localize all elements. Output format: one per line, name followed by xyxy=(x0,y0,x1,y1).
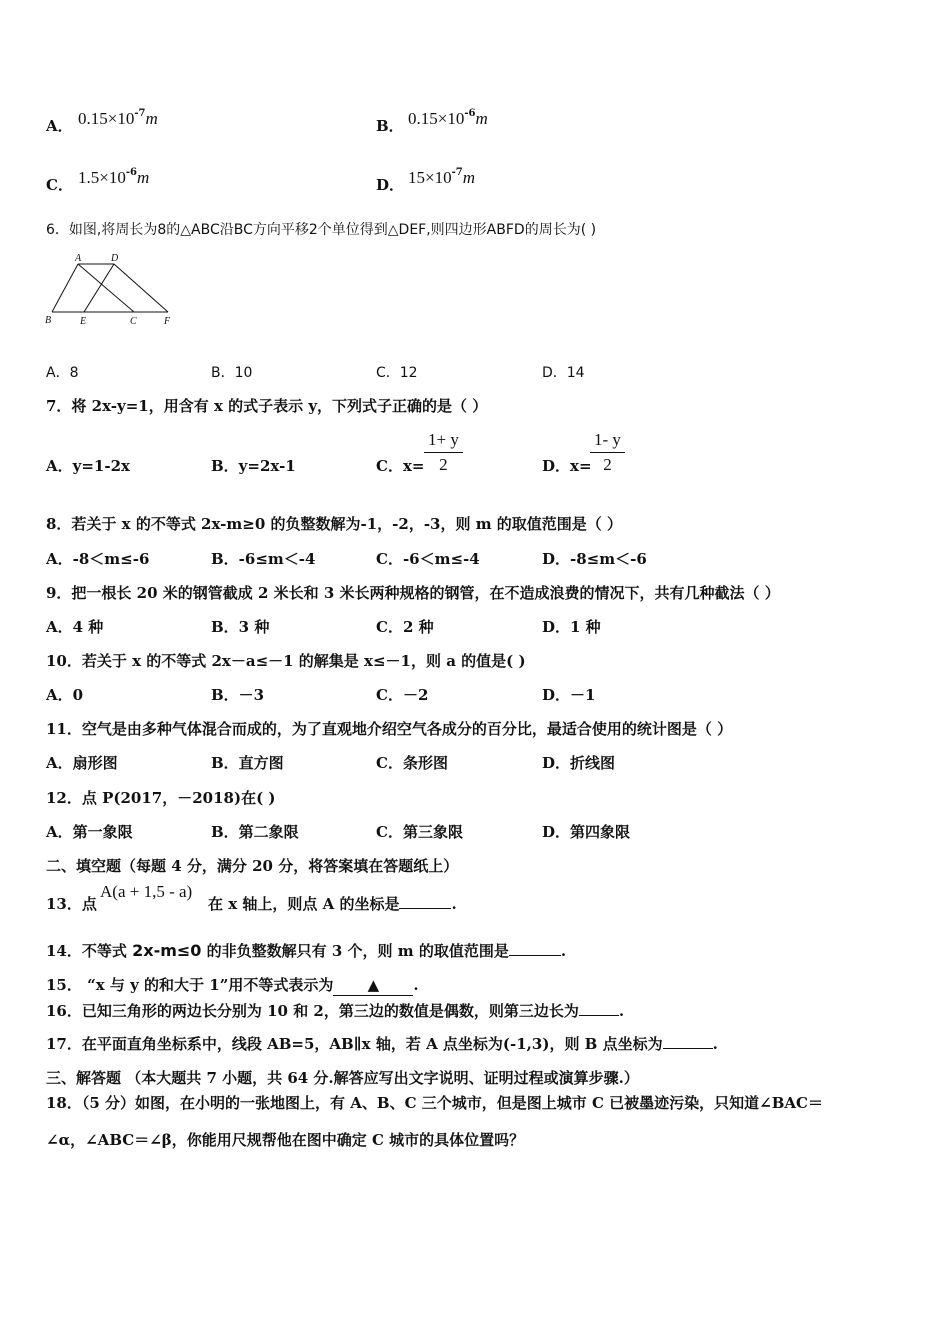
fig-line-df xyxy=(114,264,168,312)
q15-end: . xyxy=(413,976,419,994)
q5-b-times: ×10 xyxy=(437,109,465,128)
q14-prefix: 14．不等式 xyxy=(46,942,133,960)
q10-option-b: B．－3 xyxy=(211,686,265,704)
q8-option-b: B．-6≤m＜-4 xyxy=(211,550,316,568)
q5-d-coef: 15 xyxy=(408,168,425,187)
q10-option-c: C．－2 xyxy=(376,686,429,704)
q5-d-exp: -7 xyxy=(451,167,463,178)
q5-b-coef: 0.15 xyxy=(408,109,438,128)
q16-end: . xyxy=(618,1002,625,1020)
q12-option-a: A．第一象限 xyxy=(46,823,133,841)
q17-prefix: 17．在平面直角坐标系中，线段 AB=5，AB∥x 轴，若 A 点坐标为(-1,3)，则 B 点坐标为 xyxy=(46,1035,663,1053)
fig-label-f: F xyxy=(164,316,171,327)
fig-label-d: D xyxy=(111,253,119,264)
fig-line-ab xyxy=(52,264,78,312)
q9-text: 9．把一根长 20 米的钢管截成 2 米长和 3 米长两种规格的钢管，在不造成浪费的情况下，共有几种截法（ ） xyxy=(46,584,780,602)
q18-line-2: ∠α，∠ABC＝∠β，你能用尺规帮他在图中确定 C 城市的具体位置吗？ xyxy=(46,1131,525,1149)
q5-option-b-letter: B． xyxy=(376,117,404,135)
q6-translation-figure xyxy=(44,250,184,330)
q12-option-d: D．第四象限 xyxy=(542,823,631,841)
q13-end: . xyxy=(451,895,457,913)
q5-option-a-math xyxy=(78,104,158,129)
q5-option-a-letter: A． xyxy=(46,117,73,135)
q13-point-math: A(a + 1,5 - a) xyxy=(100,882,193,901)
q5-a-times: ×10 xyxy=(107,109,135,128)
q11-option-d: D．折线图 xyxy=(542,754,616,772)
q17-answer-blank xyxy=(663,1048,713,1049)
fig-label-a: A xyxy=(75,253,82,264)
q14-answer-blank xyxy=(509,955,561,956)
fig-label-e: E xyxy=(80,316,87,327)
q7-c-numerator: 1+ y xyxy=(424,430,463,453)
q5-c-times: ×10 xyxy=(99,168,126,187)
q16-prefix: 16．已知三角形的两边长分别为 10 和 2，第三边的数值是偶数，则第三边长为 xyxy=(46,1002,579,1020)
q17-text xyxy=(46,1034,718,1054)
q6-option-a: A．8 xyxy=(46,365,79,381)
q11-option-a: A．扇形图 xyxy=(46,754,118,772)
q6-text: 6．如图,将周长为8的△ABC沿BC方向平移2个单位得到△DEF,则四边形ABFD的周长为( ) xyxy=(46,222,597,238)
q5-option-b xyxy=(376,116,404,136)
q5-option-c-math xyxy=(78,163,149,188)
q7-option-d xyxy=(542,456,592,476)
fig-label-c: C xyxy=(130,316,137,327)
q8-text: 8．若关于 x 的不等式 2x-m≥0 的负整数解为-1，-2，-3，则 m 的取值范围是（ ） xyxy=(46,515,623,533)
q11-option-c: C．条形图 xyxy=(376,754,448,772)
q9-option-a: A．4 种 xyxy=(46,618,104,636)
q7-c-fraction xyxy=(424,430,463,475)
q7-option-b: B．y=2x-1 xyxy=(211,457,296,475)
q5-c-exp: -6 xyxy=(125,167,137,178)
q12-option-c: C．第三象限 xyxy=(376,823,463,841)
q13-prefix: 13．点 xyxy=(46,895,97,913)
q7-text: 7．将 2x-y=1，用含有 x 的式子表示 y，下列式子正确的是（ ） xyxy=(46,397,488,415)
q5-d-times: ×10 xyxy=(425,168,452,187)
q8-option-a: A．-8＜m≤-6 xyxy=(46,550,150,568)
q5-option-c xyxy=(46,175,73,195)
q5-a-exp: -7 xyxy=(134,108,146,119)
fig-line-de xyxy=(84,264,114,312)
q12-option-b: B．第二象限 xyxy=(211,823,299,841)
q5-option-d-letter: D． xyxy=(376,176,405,194)
q18-line-1: 18．（5 分）如图，在小明的一张地图上，有 A、B、C 三个城市，但是图上城市 C 已被墨迹污染，只知道∠BAC＝ xyxy=(46,1094,823,1112)
q5-c-unit: m xyxy=(136,168,150,187)
q9-option-c: C．2 种 xyxy=(376,618,434,636)
q5-option-c-letter: C． xyxy=(46,176,73,194)
q17-end: . xyxy=(712,1035,718,1053)
q7-d-fraction xyxy=(590,430,625,475)
q14-suffix: 的非负整数解只有 3 个，则 m 的取值范围是 xyxy=(201,942,509,960)
q5-option-d-math xyxy=(408,163,475,188)
q7-option-c xyxy=(376,456,424,476)
q6-option-c: C．12 xyxy=(376,365,418,381)
q8-option-c: C．-6＜m≤-4 xyxy=(376,550,480,568)
q9-option-b: B．3 种 xyxy=(211,618,270,636)
q5-option-b-math xyxy=(408,104,488,129)
q15-text xyxy=(46,975,419,996)
q13-question xyxy=(208,894,457,914)
q15-prefix: 15． “x 与 y 的和大于 1”用不等式表示为 xyxy=(46,976,334,994)
q14-expression: 2x-m≤0 xyxy=(132,941,202,960)
q5-d-unit: m xyxy=(462,168,475,187)
q7-option-a: A．y=1-2x xyxy=(46,457,130,475)
section-3-heading: 三、解答题 （本大题共 7 小题，共 64 分.解答应写出文字说明、证明过程或演算步骤.） xyxy=(46,1069,639,1087)
q10-text: 10．若关于 x 的不等式 2x－a≤－1 的解集是 x≤－1，则 a 的值是( ) xyxy=(46,652,526,670)
q15-triangle-mark: ▲ xyxy=(367,976,380,994)
q7-d-denominator: 2 xyxy=(603,455,612,474)
q5-b-exp: -6 xyxy=(464,108,476,119)
q15-answer-blank xyxy=(333,975,413,996)
q8-option-d: D．-8≤m＜-6 xyxy=(542,550,647,568)
q7-c-denominator: 2 xyxy=(439,455,448,474)
q16-text xyxy=(46,1001,624,1021)
q6-option-d: D．14 xyxy=(542,365,585,381)
fig-line-ac xyxy=(78,264,134,312)
section-2-heading: 二、填空题（每题 4 分，满分 20 分，将答案填在答题纸上） xyxy=(46,857,459,875)
q13-answer-blank xyxy=(399,908,451,909)
q5-a-unit: m xyxy=(145,109,158,128)
q12-text: 12．点 P(2017，－2018)在( ) xyxy=(46,789,276,807)
q7-d-prefix: D．x= xyxy=(542,457,592,475)
q6-option-b: B．10 xyxy=(211,365,253,381)
q5-option-a xyxy=(46,116,73,136)
q7-c-prefix: C．x= xyxy=(376,457,425,475)
q5-c-coef: 1.5 xyxy=(78,168,100,187)
q5-option-d xyxy=(376,175,404,195)
q11-text: 11．空气是由多种气体混合而成的，为了直观地介绍空气各成分的百分比，最适合使用的统计图是（ ） xyxy=(46,720,733,738)
q13-suffix: 在 x 轴上，则点 A 的坐标是 xyxy=(208,895,400,913)
q10-option-a: A．0 xyxy=(46,686,84,704)
q11-option-b: B．直方图 xyxy=(211,754,284,772)
q10-option-d: D．－1 xyxy=(542,686,596,704)
q9-option-d: D．1 种 xyxy=(542,618,601,636)
q5-b-unit: m xyxy=(475,109,488,128)
q16-answer-blank xyxy=(579,1015,619,1016)
q7-d-numerator: 1- y xyxy=(590,430,625,453)
q5-a-coef: 0.15 xyxy=(78,109,108,128)
fig-label-b: B xyxy=(45,315,52,326)
q14-text xyxy=(46,941,566,961)
q14-end: . xyxy=(560,942,567,960)
